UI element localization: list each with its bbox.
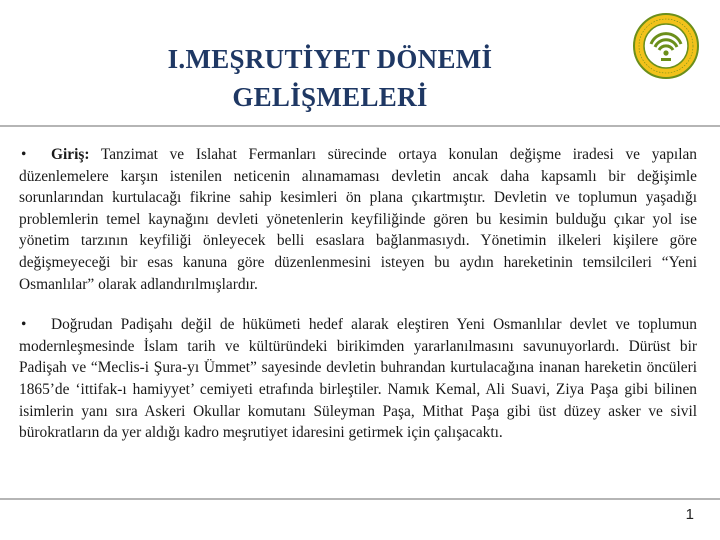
- paragraph-young-ottomans-text: Doğrudan Padişahı değil de hükümeti hedef alarak eleştiren Yeni Osmanlılar devlet ve toplumun modernleşmesinde İslam tarih ve kültüründeki birikimden yararlanılmasını savunuyorlardı. Dürüst bir Padişah ve “Meclis-i Şura-yı Ümmet” sayesinde devletin buhrandan kurtulacağına inanan hareketin öncüleri 1865’de ‘ittifak-ı hamiyyet’ cemiyeti etrafında birleştiler. Namık Kemal, Ali Suavi, Ziya Paşa gibi bilinen isimlerin yanı sıra Askeri Okullar komutanı Süleyman Paşa, Mithat Paşa gibi üst düzey asker ve sivil bürokratların da yer aldığı kadro meşrutiyet idaresini getirmek için çalışacaktı.: [19, 316, 697, 442]
- header-divider: [0, 125, 720, 127]
- paragraph-intro-lead: Giriş:: [51, 146, 90, 163]
- slide-title: [100, 40, 560, 116]
- paragraph-young-ottomans: [19, 314, 697, 444]
- footer-divider: [0, 498, 720, 500]
- bullet-2: •: [21, 316, 27, 334]
- page-number: 1: [685, 506, 694, 523]
- slide-body: [19, 144, 697, 444]
- university-seal-icon: [632, 12, 700, 80]
- paragraph-intro-text: Tanzimat ve Islahat Fermanları sürecinde ortaya konulan değişme iradesi ve yapılan düzenlemelere karşın istenilen neticenin alınamaması devletin ancak daha kapsamlı bir değişimle sorunlarından kurtulacağı fikrine sahip kesimleri ön plana çıkartmıştır. Devletin ve toplumun yaşadığı problemlerin temel kaynağını devleti yönetenlerin keyfiliğinde gören bu kesimin bulduğu çıkar yol ise yönetim tarzının keyfiliği önleyecek belli esaslara bağlanmasıydı. Yönetimin ilkeleri kişilere göre değişmeyeceği bir esas kanuna göre düzenlenmesini isteyen bu aydın hareketinin temsilcileri “Yeni Osmanlılar” olarak adlandırılmışlardır.: [19, 146, 697, 293]
- paragraph-intro: [19, 144, 697, 295]
- slide-title-line1: I.MEŞRUTİYET DÖNEMİ: [167, 44, 493, 74]
- slide-title-line2: GELİŞMELERİ: [232, 82, 428, 112]
- bullet-1: •: [21, 146, 27, 163]
